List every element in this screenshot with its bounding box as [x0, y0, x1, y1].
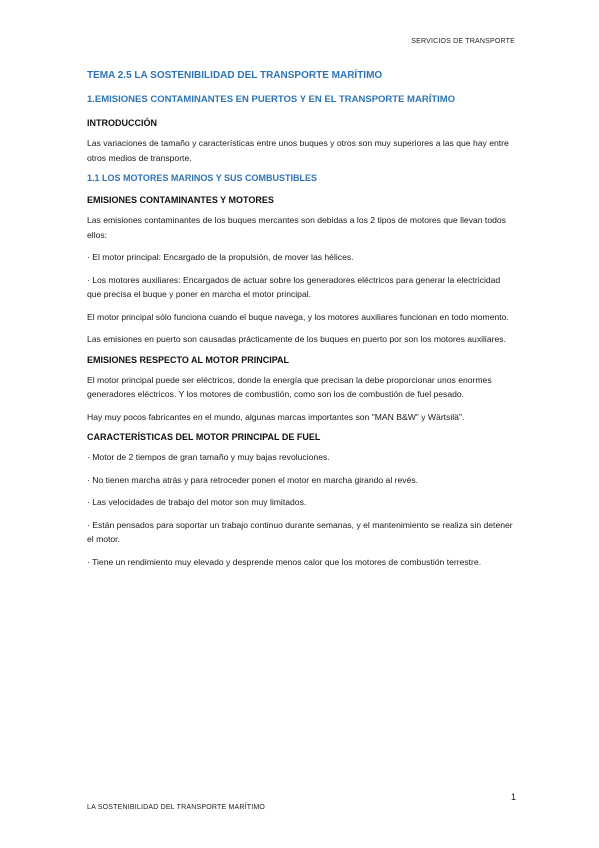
paragraph-emisiones: Las emisiones contaminantes de los buques mercantes son debidas a los 2 tipos de motores que llevan todos ellos: — [87, 215, 506, 240]
intro-paragraph: Las variaciones de tamaño y características entre unos buques y otros son muy superiores a las que hay entre otros medios de transporte. — [87, 138, 509, 163]
caracteristica-4: · Están pensados para soportar un trabajo continuo durante semanas, y el mantenimiento se realiza sin detener el motor. — [87, 519, 513, 544]
document-title: TEMA 2.5 LA SOSTENIBILIDAD DEL TRANSPORTE MARÍTIMO — [87, 70, 383, 81]
page-footer: LA SOSTENIBILIDAD DEL TRANSPORTE MARÍTIMO — [87, 804, 266, 811]
paragraph-fabricantes: Hay muy pocos fabricantes en el mundo, algunas marcas importantes son "MAN B&W" y Wärtsilä". — [87, 411, 465, 422]
page-number: 1 — [511, 792, 517, 802]
section-heading-1: 1.EMISIONES CONTAMINANTES EN PUERTOS Y EN EL TRANSPORTE MARÍTIMO — [87, 94, 456, 105]
paragraph-puerto: Las emisiones en puerto son causadas prácticamente de los buques en puerto por son los motores auxiliares. — [87, 334, 506, 344]
document-body — [87, 70, 513, 577]
paragraph-electricos: El motor principal puede ser eléctricos, donde la energía que precisan la debe proporcionar unos enormes generadores eléctricos. Y los motores de combustión, como son los de combustión de fuel pesado. — [87, 374, 492, 399]
paragraph-navega: El motor principal sólo funciona cuando el buque navega, y los motores auxiliares funcionan en todo momento. — [87, 311, 509, 322]
caracteristica-5: · Tiene un rendimiento muy elevado y desprende menos calor que los motores de combustión terrestre. — [87, 556, 482, 567]
caracteristica-3: · Las velocidades de trabajo del motor son muy limitados. — [87, 497, 307, 507]
subsection-heading-1-1: 1.1 LOS MOTORES MARINOS Y SUS COMBUSTIBLES — [87, 173, 318, 183]
caracteristica-1: · Motor de 2 tiempos de gran tamaño y muy bajas revoluciones. — [87, 452, 330, 462]
caracteristica-2: · No tienen marcha atrás y para retroceder ponen el motor en marcha girando al revés. — [87, 474, 419, 485]
emisiones-respecto-heading: EMISIONES RESPECTO AL MOTOR PRINCIPAL — [87, 354, 290, 365]
paragraph-motor-principal: · El motor principal: Encargado de la propulsión, de mover las hélices. — [87, 252, 354, 262]
page-header: SERVICIOS DE TRANSPORTE — [411, 38, 515, 45]
intro-heading: INTRODUCCIÓN — [87, 118, 157, 128]
caracteristicas-heading: CARACTERÍSTICAS DEL MOTOR PRINCIPAL DE FUEL — [87, 432, 321, 442]
paragraph-motores-auxiliares: · Los motores auxiliares: Encargados de actuar sobre los generadores eléctricos para generar la electricidad que precisa el buque y poner en marcha el motor principal. — [87, 274, 501, 299]
emisiones-motores-heading: EMISIONES CONTAMINANTES Y MOTORES — [87, 195, 274, 205]
